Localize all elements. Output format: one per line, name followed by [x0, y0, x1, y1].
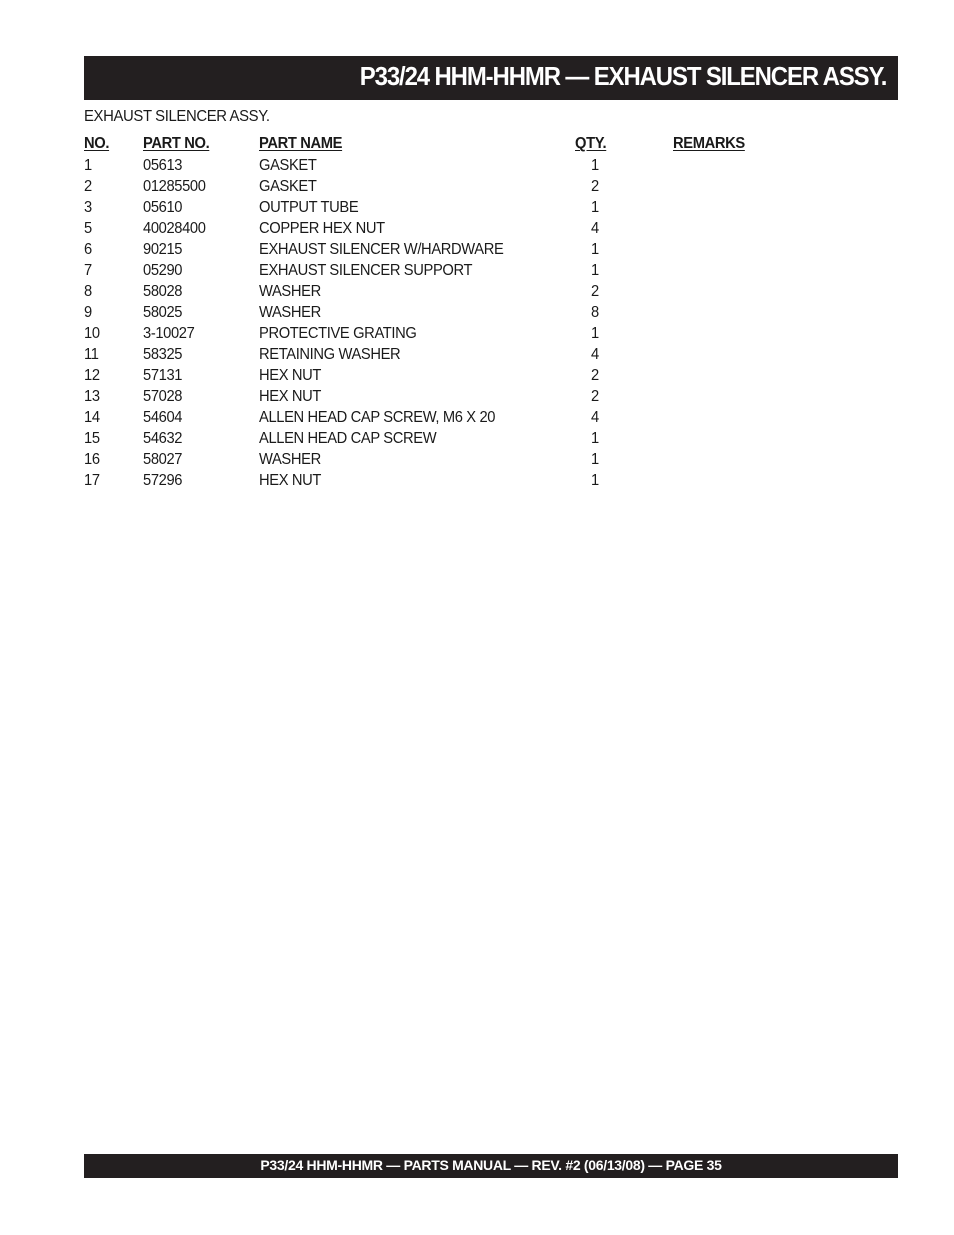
table-row	[84, 283, 784, 304]
footer-text: P33/24 HHM-HHMR — PARTS MANUAL — REV. #2 (06/13/08) — PAGE 35	[260, 1157, 722, 1173]
table-row	[84, 388, 784, 409]
cell-qty: 2	[591, 178, 599, 195]
table-row	[84, 325, 784, 346]
cell-part-no: 58027	[143, 451, 183, 468]
page-title: P33/24 HHM-HHMR — EXHAUST SILENCER ASSY.	[359, 61, 886, 91]
cell-no: 1	[84, 157, 92, 174]
cell-part-no: 05290	[143, 262, 183, 279]
table-row	[84, 220, 784, 241]
table-row	[84, 367, 784, 388]
column-header-part-no: PART NO.	[143, 135, 210, 152]
page-footer-bar	[84, 1154, 898, 1178]
column-header-remarks: REMARKS	[673, 135, 745, 152]
cell-part-no: 54632	[143, 430, 183, 447]
cell-qty: 4	[591, 409, 599, 426]
table-row	[84, 199, 784, 220]
cell-part-name: GASKET	[259, 178, 317, 195]
cell-qty: 1	[591, 325, 599, 342]
table-row	[84, 472, 784, 493]
column-header-qty: QTY.	[575, 135, 607, 152]
cell-part-name: COPPER HEX NUT	[259, 220, 385, 237]
cell-no: 17	[84, 472, 100, 489]
cell-part-name: WASHER	[259, 304, 321, 321]
cell-no: 6	[84, 241, 92, 258]
cell-qty: 1	[591, 430, 599, 447]
column-header-part-name: PART NAME	[259, 135, 343, 152]
cell-qty: 1	[591, 262, 599, 279]
cell-part-name: OUTPUT TUBE	[259, 199, 359, 216]
table-row	[84, 430, 784, 451]
cell-no: 3	[84, 199, 92, 216]
section-title: EXHAUST SILENCER ASSY.	[84, 108, 270, 125]
cell-qty: 2	[591, 367, 599, 384]
cell-no: 2	[84, 178, 92, 195]
table-row	[84, 304, 784, 325]
cell-qty: 1	[591, 157, 599, 174]
cell-part-name: WASHER	[259, 283, 321, 300]
cell-part-name: ALLEN HEAD CAP SCREW, M6 X 20	[259, 409, 496, 426]
cell-part-no: 40028400	[143, 220, 206, 237]
cell-part-no: 57296	[143, 472, 183, 489]
cell-qty: 1	[591, 451, 599, 468]
cell-part-name: HEX NUT	[259, 388, 322, 405]
cell-no: 10	[84, 325, 100, 342]
table-header-row	[84, 135, 784, 157]
cell-qty: 8	[591, 304, 599, 321]
table-row	[84, 451, 784, 472]
cell-part-name: EXHAUST SILENCER W/HARDWARE	[259, 241, 504, 258]
cell-qty: 1	[591, 241, 599, 258]
table-row	[84, 409, 784, 430]
cell-part-no: 3-10027	[143, 325, 195, 342]
cell-part-no: 57131	[143, 367, 183, 384]
cell-no: 16	[84, 451, 100, 468]
cell-part-name: RETAINING WASHER	[259, 346, 401, 363]
table-row	[84, 346, 784, 367]
cell-part-name: ALLEN HEAD CAP SCREW	[259, 430, 437, 447]
cell-part-no: 90215	[143, 241, 183, 258]
cell-part-name: GASKET	[259, 157, 317, 174]
cell-part-name: PROTECTIVE GRATING	[259, 325, 417, 342]
cell-part-name: WASHER	[259, 451, 321, 468]
cell-part-no: 05610	[143, 199, 183, 216]
cell-part-no: 58325	[143, 346, 183, 363]
parts-table	[84, 135, 784, 493]
cell-part-no: 01285500	[143, 178, 206, 195]
cell-qty: 1	[591, 472, 599, 489]
cell-part-name: HEX NUT	[259, 472, 322, 489]
cell-no: 9	[84, 304, 92, 321]
table-body	[84, 157, 784, 493]
cell-qty: 4	[591, 220, 599, 237]
column-header-no: NO.	[84, 135, 110, 152]
cell-no: 13	[84, 388, 100, 405]
cell-part-name: HEX NUT	[259, 367, 322, 384]
page-header-bar	[84, 56, 898, 100]
cell-part-no: 54604	[143, 409, 183, 426]
table-row	[84, 157, 784, 178]
cell-part-no: 57028	[143, 388, 183, 405]
cell-no: 8	[84, 283, 92, 300]
cell-part-no: 05613	[143, 157, 183, 174]
cell-qty: 4	[591, 346, 599, 363]
cell-no: 5	[84, 220, 92, 237]
cell-no: 15	[84, 430, 100, 447]
table-row	[84, 262, 784, 283]
cell-part-name: EXHAUST SILENCER SUPPORT	[259, 262, 473, 279]
cell-qty: 1	[591, 199, 599, 216]
cell-no: 14	[84, 409, 100, 426]
table-row	[84, 178, 784, 199]
cell-qty: 2	[591, 283, 599, 300]
cell-no: 7	[84, 262, 92, 279]
cell-part-no: 58025	[143, 304, 183, 321]
cell-no: 11	[84, 346, 99, 363]
table-row	[84, 241, 784, 262]
cell-no: 12	[84, 367, 100, 384]
cell-part-no: 58028	[143, 283, 183, 300]
cell-qty: 2	[591, 388, 599, 405]
